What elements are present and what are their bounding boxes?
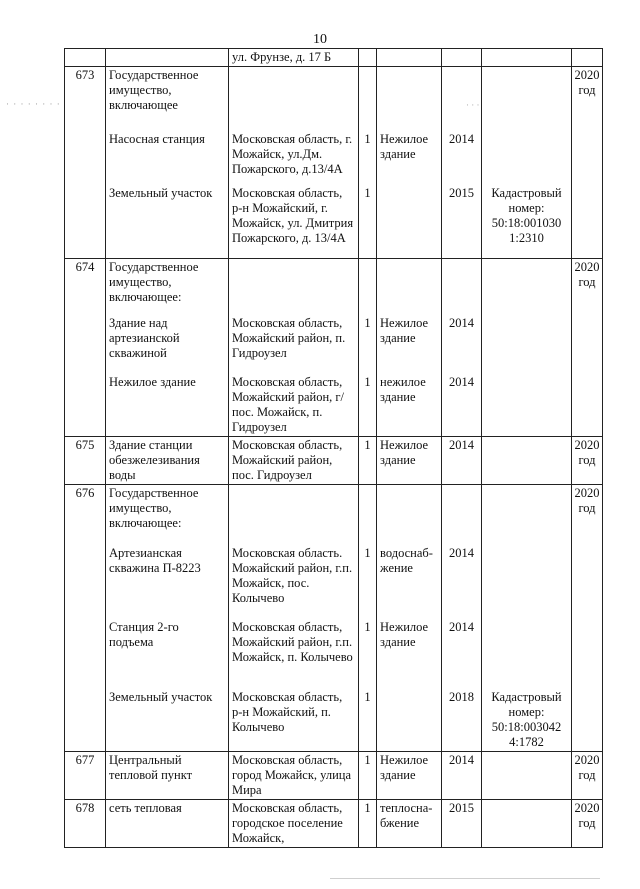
item-year: 2015 — [449, 186, 474, 200]
cell-year: 2014 — [442, 752, 482, 800]
cell-note — [482, 752, 572, 800]
row-number: 678 — [65, 800, 106, 848]
table-row-678 — [65, 800, 603, 848]
row-number: 675 — [65, 437, 106, 485]
item-address: Московская область, Можайский район, п. Гидроузел — [232, 316, 346, 360]
item-name: Здание над артезианской скважиной — [109, 316, 180, 360]
cadastral-note: Кадастровый номер: 50:18:001030 1:2310 — [491, 186, 562, 245]
item-type: водоснаб-жение — [380, 546, 433, 575]
cell-plan — [572, 49, 603, 67]
footer-rule — [330, 878, 600, 879]
item-year: 2014 — [449, 316, 474, 330]
plan-year: 2020 год — [572, 67, 603, 259]
item-year: 2014 — [449, 375, 474, 389]
cell-qty — [359, 67, 377, 259]
item-name: Нежилое здание — [109, 375, 196, 389]
item-qty: 1 — [364, 620, 371, 634]
row-number: 674 — [65, 259, 106, 437]
plan-year: 2020 год — [572, 752, 603, 800]
cell-address — [229, 485, 359, 752]
cell-type — [377, 259, 442, 437]
cell-note — [482, 67, 572, 259]
cell-type — [377, 67, 442, 259]
item-qty: 1 — [364, 132, 371, 146]
row-number: 673 — [65, 67, 106, 259]
cell-year — [442, 259, 482, 437]
plan-year: 2020 год — [572, 437, 603, 485]
row-number: 676 — [65, 485, 106, 752]
item-name: Станция 2-го подъема — [109, 620, 179, 649]
cell-address: Московская область, Можайский район, пос. Гидроузел — [229, 437, 359, 485]
cell-year — [442, 485, 482, 752]
table-row-674 — [65, 259, 603, 437]
item-qty: 1 — [364, 375, 371, 389]
row-number: 677 — [65, 752, 106, 800]
cell-address: Московская область, город Можайск, улица Мира — [229, 752, 359, 800]
scan-artifact-mark: · · · — [466, 100, 480, 110]
item-name: Земельный участок — [109, 186, 213, 200]
cell-name — [106, 259, 229, 437]
plan-year: 2020 год — [572, 800, 603, 848]
item-name: Земельный участок — [109, 690, 213, 704]
cell-type: Нежилое здание — [377, 752, 442, 800]
cell-note — [482, 485, 572, 752]
cell-qty — [359, 485, 377, 752]
table-row-675 — [65, 437, 603, 485]
cell-year: 2015 — [442, 800, 482, 848]
item-type: Нежилое здание — [380, 132, 429, 161]
cell-address — [229, 67, 359, 259]
table-row-676 — [65, 485, 603, 752]
item-year: 2018 — [449, 690, 474, 704]
cell-qty — [359, 49, 377, 67]
table-row-677 — [65, 752, 603, 800]
cell-type: Нежилое здание — [377, 437, 442, 485]
cell-address — [229, 259, 359, 437]
item-qty: 1 — [364, 186, 371, 200]
cell-name — [106, 67, 229, 259]
item-address: Московская область, Можайский район, г.п. Можайск, п. Колычево — [232, 620, 353, 664]
cell-num — [65, 49, 106, 67]
item-type: нежилое здание — [380, 375, 426, 404]
cell-year — [442, 49, 482, 67]
cell-address: ул. Фрунзе, д. 17 Б — [229, 49, 359, 67]
item-qty: 1 — [364, 690, 371, 704]
cell-note — [482, 800, 572, 848]
item-type: Нежилое здание — [380, 620, 429, 649]
item-name: Насосная станция — [109, 132, 205, 146]
cell-qty — [359, 259, 377, 437]
cell-qty: 1 — [359, 437, 377, 485]
item-qty: 1 — [364, 316, 371, 330]
scan-artifact-dots: · · · · · · · · — [6, 99, 61, 109]
group-title: Государственное имущество, включающее: — [109, 486, 199, 530]
group-title: Государственное имущество, включающее: — [109, 260, 199, 304]
page-number: 10 — [313, 32, 327, 47]
item-address: Московская область, г. Можайск, ул.Дм. Пожарского, д.13/4А — [232, 132, 353, 176]
cell-name — [106, 485, 229, 752]
item-qty: 1 — [364, 546, 371, 560]
property-table — [64, 48, 603, 848]
item-year: 2014 — [449, 620, 474, 634]
cell-type: теплосна-бжение — [377, 800, 442, 848]
cell-name: сеть тепловая — [106, 800, 229, 848]
group-title: Государственное имущество, включающее — [109, 68, 199, 112]
cell-name: Центральный тепловой пункт — [106, 752, 229, 800]
cell-year: 2014 — [442, 437, 482, 485]
cell-note — [482, 437, 572, 485]
item-address: Московская область. Можайский район, г.п. Можайск, пос. Колычево — [232, 546, 353, 605]
cell-year — [442, 67, 482, 259]
cadastral-note: Кадастровый номер: 50:18:003042 4:1782 — [491, 690, 562, 749]
cell-note — [482, 259, 572, 437]
item-address: Московская область, Можайский район, г/пос. Можайск, п. Гидроузел — [232, 375, 345, 434]
plan-year: 2020 год — [572, 485, 603, 752]
cell-address: Московская область, городское поселение Можайск, — [229, 800, 359, 848]
table-row-673 — [65, 67, 603, 259]
cell-note — [482, 49, 572, 67]
continuation-row — [65, 49, 603, 67]
cell-qty: 1 — [359, 800, 377, 848]
item-year: 2014 — [449, 546, 474, 560]
item-address: Московская область, р-н Можайский, г. Можайск, ул. Дмитрия Пожарского, д. 13/4А — [232, 186, 354, 245]
item-year: 2014 — [449, 132, 474, 146]
cell-qty: 1 — [359, 752, 377, 800]
item-address: Московская область, р-н Можайский, п. Колычево — [232, 690, 343, 734]
item-type: Нежилое здание — [380, 316, 429, 345]
item-name: Артезианская скважина П-8223 — [109, 546, 201, 575]
plan-year: 2020 год — [572, 259, 603, 437]
cell-name: Здание станции обезжелезивания воды — [106, 437, 229, 485]
cell-type — [377, 49, 442, 67]
cell-type — [377, 485, 442, 752]
cell-name — [106, 49, 229, 67]
